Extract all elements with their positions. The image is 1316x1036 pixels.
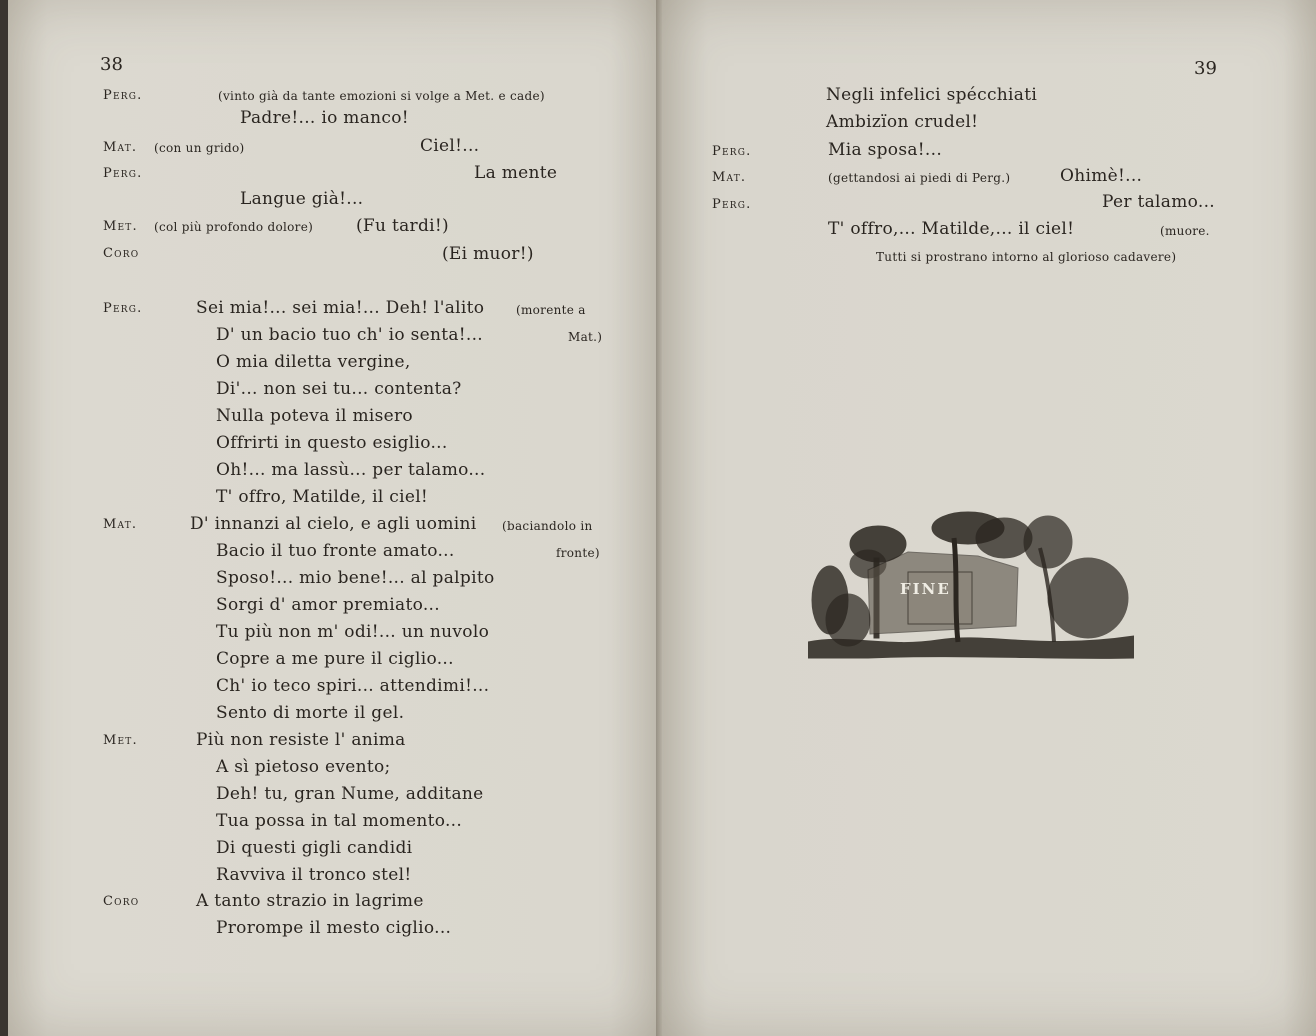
left-page	[8, 0, 662, 1036]
verse-line: Sei mia!... sei mia!... Deh! l'alito	[196, 298, 485, 318]
stage-direction: (baciandolo in	[502, 519, 593, 533]
verse-line: Tua possa in tal momento...	[216, 811, 463, 831]
verse-line: A tanto strazio in lagrime	[196, 891, 424, 911]
verse-line: Offrirti in questo esiglio...	[216, 433, 448, 453]
stage-direction: (con un grido)	[154, 141, 245, 155]
verse-line: Oh!... ma lassù... per talamo...	[216, 460, 486, 480]
speaker-label: Mat.	[103, 140, 138, 155]
verse-line: Di'... non sei tu... contenta?	[216, 379, 462, 399]
verse-line: (Ei muor!)	[442, 244, 534, 264]
verse-line: Nulla poteva il misero	[216, 406, 413, 426]
verse-line: Tu più non m' odi!... un nuvolo	[216, 622, 490, 642]
verse-line: Deh! tu, gran Nume, additane	[216, 784, 484, 804]
stage-direction: fronte)	[556, 546, 600, 560]
verse-line: Langue già!...	[240, 189, 364, 209]
verse-line: T' offro, Matilde, il ciel!	[216, 487, 429, 507]
speaker-label: Coro	[103, 894, 140, 909]
verse-line: Negli infelici spécchiati	[826, 85, 1038, 105]
verse-line: T' offro,... Matilde,... il ciel!	[828, 219, 1075, 239]
stage-direction: (vinto già da tante emozioni si volge a Met. e cade)	[218, 89, 545, 103]
verse-line: Copre a me pure il ciglio...	[216, 649, 454, 669]
speaker-label: Met.	[103, 733, 138, 748]
speaker-label: Perg.	[712, 197, 752, 212]
vignette-caption: FINE	[900, 580, 951, 598]
speaker-label: Perg.	[103, 301, 143, 316]
speaker-label: Coro	[103, 246, 140, 261]
verse-line: Padre!... io manco!	[240, 108, 409, 128]
stage-direction: (morente a	[516, 303, 586, 317]
speaker-label: Perg.	[103, 88, 143, 103]
page-number: 38	[100, 54, 123, 75]
stage-direction: (col più profondo dolore)	[154, 220, 314, 234]
verse-line: Bacio il tuo fronte amato...	[216, 541, 455, 561]
stage-direction: (gettandosi ai piedi di Perg.)	[828, 171, 1011, 185]
stage-direction: Tutti si prostrano intorno al glorioso cadavere)	[876, 250, 1177, 264]
speaker-label: Perg.	[103, 166, 143, 181]
verse-line: Sento di morte il gel.	[216, 703, 405, 723]
verse-line: La mente	[474, 163, 558, 183]
verse-line: Ambizïon crudel!	[826, 112, 979, 132]
verse-line: D' un bacio tuo ch' io senta!...	[216, 325, 484, 345]
verse-line: Prorompe il mesto ciglio...	[216, 918, 452, 938]
page-number: 39	[1194, 58, 1217, 79]
verse-line: (Fu tardi!)	[356, 216, 449, 236]
speaker-label: Mat.	[103, 517, 138, 532]
stage-direction: Mat.)	[568, 330, 603, 344]
verse-line: O mia diletta vergine,	[216, 352, 411, 372]
verse-line: Ravviva il tronco stel!	[216, 865, 412, 885]
verse-line: Sposo!... mio bene!... al palpito	[216, 568, 495, 588]
woodcut-landscape-vignette-icon	[808, 508, 1134, 664]
verse-line: A sì pietoso evento;	[216, 757, 391, 777]
speaker-label: Mat.	[712, 170, 747, 185]
verse-line: Per talamo...	[1102, 192, 1215, 212]
verse-line: Mia sposa!...	[828, 140, 943, 160]
speaker-label: Met.	[103, 219, 138, 234]
verse-line: Ch' io teco spiri... attendimi!...	[216, 676, 490, 696]
verse-line: Più non resiste l' anima	[196, 730, 406, 750]
verse-line: Sorgi d' amor premiato...	[216, 595, 440, 615]
verse-line: D' innanzi al cielo, e agli uomini	[190, 514, 477, 534]
verse-line: Ohimè!...	[1060, 166, 1143, 186]
speaker-label: Perg.	[712, 144, 752, 159]
verse-line: Di questi gigli candidi	[216, 838, 413, 858]
stage-direction: (muore.	[1160, 224, 1210, 238]
verse-line: Ciel!...	[420, 136, 480, 156]
